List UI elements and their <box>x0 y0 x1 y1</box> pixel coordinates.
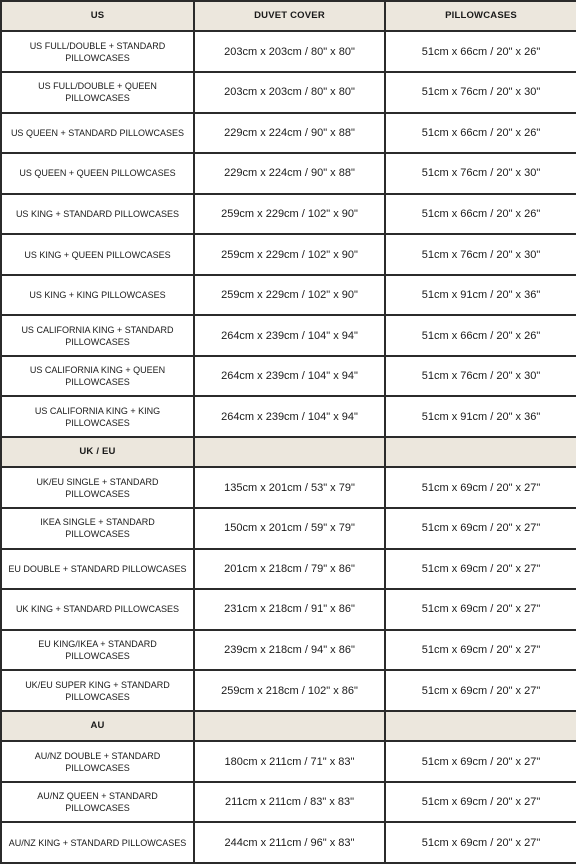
table-row <box>1 194 576 235</box>
section-header-row <box>1 1 576 31</box>
bed-size-cell: US FULL/DOUBLE + STANDARD PILLOWCASES <box>1 31 194 72</box>
bed-size-cell: US KING + KING PILLOWCASES <box>1 275 194 316</box>
table-row <box>1 153 576 194</box>
section-title: UK / EU <box>1 437 194 467</box>
duvet-cover-header <box>194 437 385 467</box>
pillowcase-size-cell: 51cm x 69cm / 20" x 27" <box>385 782 576 823</box>
pillowcase-size-cell: 51cm x 76cm / 20" x 30" <box>385 153 576 194</box>
table-row <box>1 31 576 72</box>
pillowcase-size-cell: 51cm x 66cm / 20" x 26" <box>385 31 576 72</box>
table-row <box>1 234 576 275</box>
duvet-size-cell: 150cm x 201cm / 59" x 79" <box>194 508 385 549</box>
bed-size-cell: AU/NZ DOUBLE + STANDARD PILLOWCASES <box>1 741 194 782</box>
pillowcase-size-cell: 51cm x 66cm / 20" x 26" <box>385 113 576 154</box>
bed-size-cell: EU KING/IKEA + STANDARD PILLOWCASES <box>1 630 194 671</box>
section-title: AU <box>1 711 194 741</box>
duvet-size-cell: 264cm x 239cm / 104" x 94" <box>194 356 385 397</box>
table-row <box>1 670 576 711</box>
bed-size-cell: US KING + QUEEN PILLOWCASES <box>1 234 194 275</box>
duvet-size-cell: 264cm x 239cm / 104" x 94" <box>194 396 385 437</box>
duvet-size-cell: 244cm x 211cm / 96" x 83" <box>194 822 385 863</box>
table-row <box>1 589 576 630</box>
table-row <box>1 508 576 549</box>
pillowcase-size-cell: 51cm x 66cm / 20" x 26" <box>385 194 576 235</box>
pillowcases-header <box>385 437 576 467</box>
pillowcase-size-cell: 51cm x 69cm / 20" x 27" <box>385 741 576 782</box>
duvet-size-cell: 264cm x 239cm / 104" x 94" <box>194 315 385 356</box>
pillowcase-size-cell: 51cm x 76cm / 20" x 30" <box>385 356 576 397</box>
pillowcase-size-cell: 51cm x 69cm / 20" x 27" <box>385 630 576 671</box>
pillowcase-size-cell: 51cm x 91cm / 20" x 36" <box>385 396 576 437</box>
table-row <box>1 396 576 437</box>
duvet-size-cell: 231cm x 218cm / 91" x 86" <box>194 589 385 630</box>
table-row <box>1 630 576 671</box>
table-row <box>1 356 576 397</box>
bed-size-cell: AU/NZ QUEEN + STANDARD PILLOWCASES <box>1 782 194 823</box>
section-title: US <box>1 1 194 31</box>
table-row <box>1 822 576 863</box>
pillowcases-header <box>385 711 576 741</box>
table-row <box>1 275 576 316</box>
duvet-size-cell: 229cm x 224cm / 90" x 88" <box>194 113 385 154</box>
pillowcase-size-cell: 51cm x 91cm / 20" x 36" <box>385 275 576 316</box>
bed-size-cell: UK/EU SINGLE + STANDARD PILLOWCASES <box>1 467 194 508</box>
table-row <box>1 741 576 782</box>
bed-size-cell: US CALIFORNIA KING + STANDARD PILLOWCASES <box>1 315 194 356</box>
pillowcase-size-cell: 51cm x 76cm / 20" x 30" <box>385 72 576 113</box>
pillowcase-size-cell: 51cm x 69cm / 20" x 27" <box>385 508 576 549</box>
duvet-size-cell: 135cm x 201cm / 53" x 79" <box>194 467 385 508</box>
duvet-size-cell: 259cm x 229cm / 102" x 90" <box>194 234 385 275</box>
table-row <box>1 467 576 508</box>
duvet-size-cell: 180cm x 211cm / 71" x 83" <box>194 741 385 782</box>
bed-size-cell: IKEA SINGLE + STANDARD PILLOWCASES <box>1 508 194 549</box>
duvet-size-cell: 259cm x 229cm / 102" x 90" <box>194 194 385 235</box>
pillowcase-size-cell: 51cm x 69cm / 20" x 27" <box>385 589 576 630</box>
bed-size-cell: US CALIFORNIA KING + QUEEN PILLOWCASES <box>1 356 194 397</box>
duvet-size-cell: 211cm x 211cm / 83" x 83" <box>194 782 385 823</box>
duvet-size-cell: 203cm x 203cm / 80" x 80" <box>194 31 385 72</box>
bed-size-cell: EU DOUBLE + STANDARD PILLOWCASES <box>1 549 194 590</box>
bed-size-cell: AU/NZ KING + STANDARD PILLOWCASES <box>1 822 194 863</box>
section-header-row <box>1 437 576 467</box>
duvet-size-cell: 259cm x 229cm / 102" x 90" <box>194 275 385 316</box>
table-row <box>1 782 576 823</box>
table-row <box>1 113 576 154</box>
pillowcase-size-cell: 51cm x 66cm / 20" x 26" <box>385 315 576 356</box>
bed-size-cell: US QUEEN + STANDARD PILLOWCASES <box>1 113 194 154</box>
duvet-size-cell: 259cm x 218cm / 102" x 86" <box>194 670 385 711</box>
duvet-cover-header: DUVET COVER <box>194 1 385 31</box>
table-row <box>1 549 576 590</box>
pillowcase-size-cell: 51cm x 69cm / 20" x 27" <box>385 467 576 508</box>
pillowcase-size-cell: 51cm x 69cm / 20" x 27" <box>385 670 576 711</box>
duvet-size-cell: 229cm x 224cm / 90" x 88" <box>194 153 385 194</box>
duvet-cover-header <box>194 711 385 741</box>
pillowcases-header: PILLOWCASES <box>385 1 576 31</box>
pillowcase-size-cell: 51cm x 76cm / 20" x 30" <box>385 234 576 275</box>
size-table-body <box>1 1 576 863</box>
bed-size-cell: UK KING + STANDARD PILLOWCASES <box>1 589 194 630</box>
bed-size-cell: US CALIFORNIA KING + KING PILLOWCASES <box>1 396 194 437</box>
bed-size-cell: UK/EU SUPER KING + STANDARD PILLOWCASES <box>1 670 194 711</box>
table-row <box>1 72 576 113</box>
duvet-size-cell: 203cm x 203cm / 80" x 80" <box>194 72 385 113</box>
duvet-size-cell: 201cm x 218cm / 79" x 86" <box>194 549 385 590</box>
section-header-row <box>1 711 576 741</box>
bed-size-cell: US FULL/DOUBLE + QUEEN PILLOWCASES <box>1 72 194 113</box>
bed-size-cell: US QUEEN + QUEEN PILLOWCASES <box>1 153 194 194</box>
duvet-size-cell: 239cm x 218cm / 94" x 86" <box>194 630 385 671</box>
pillowcase-size-cell: 51cm x 69cm / 20" x 27" <box>385 822 576 863</box>
pillowcase-size-cell: 51cm x 69cm / 20" x 27" <box>385 549 576 590</box>
bed-size-cell: US KING + STANDARD PILLOWCASES <box>1 194 194 235</box>
table-row <box>1 315 576 356</box>
